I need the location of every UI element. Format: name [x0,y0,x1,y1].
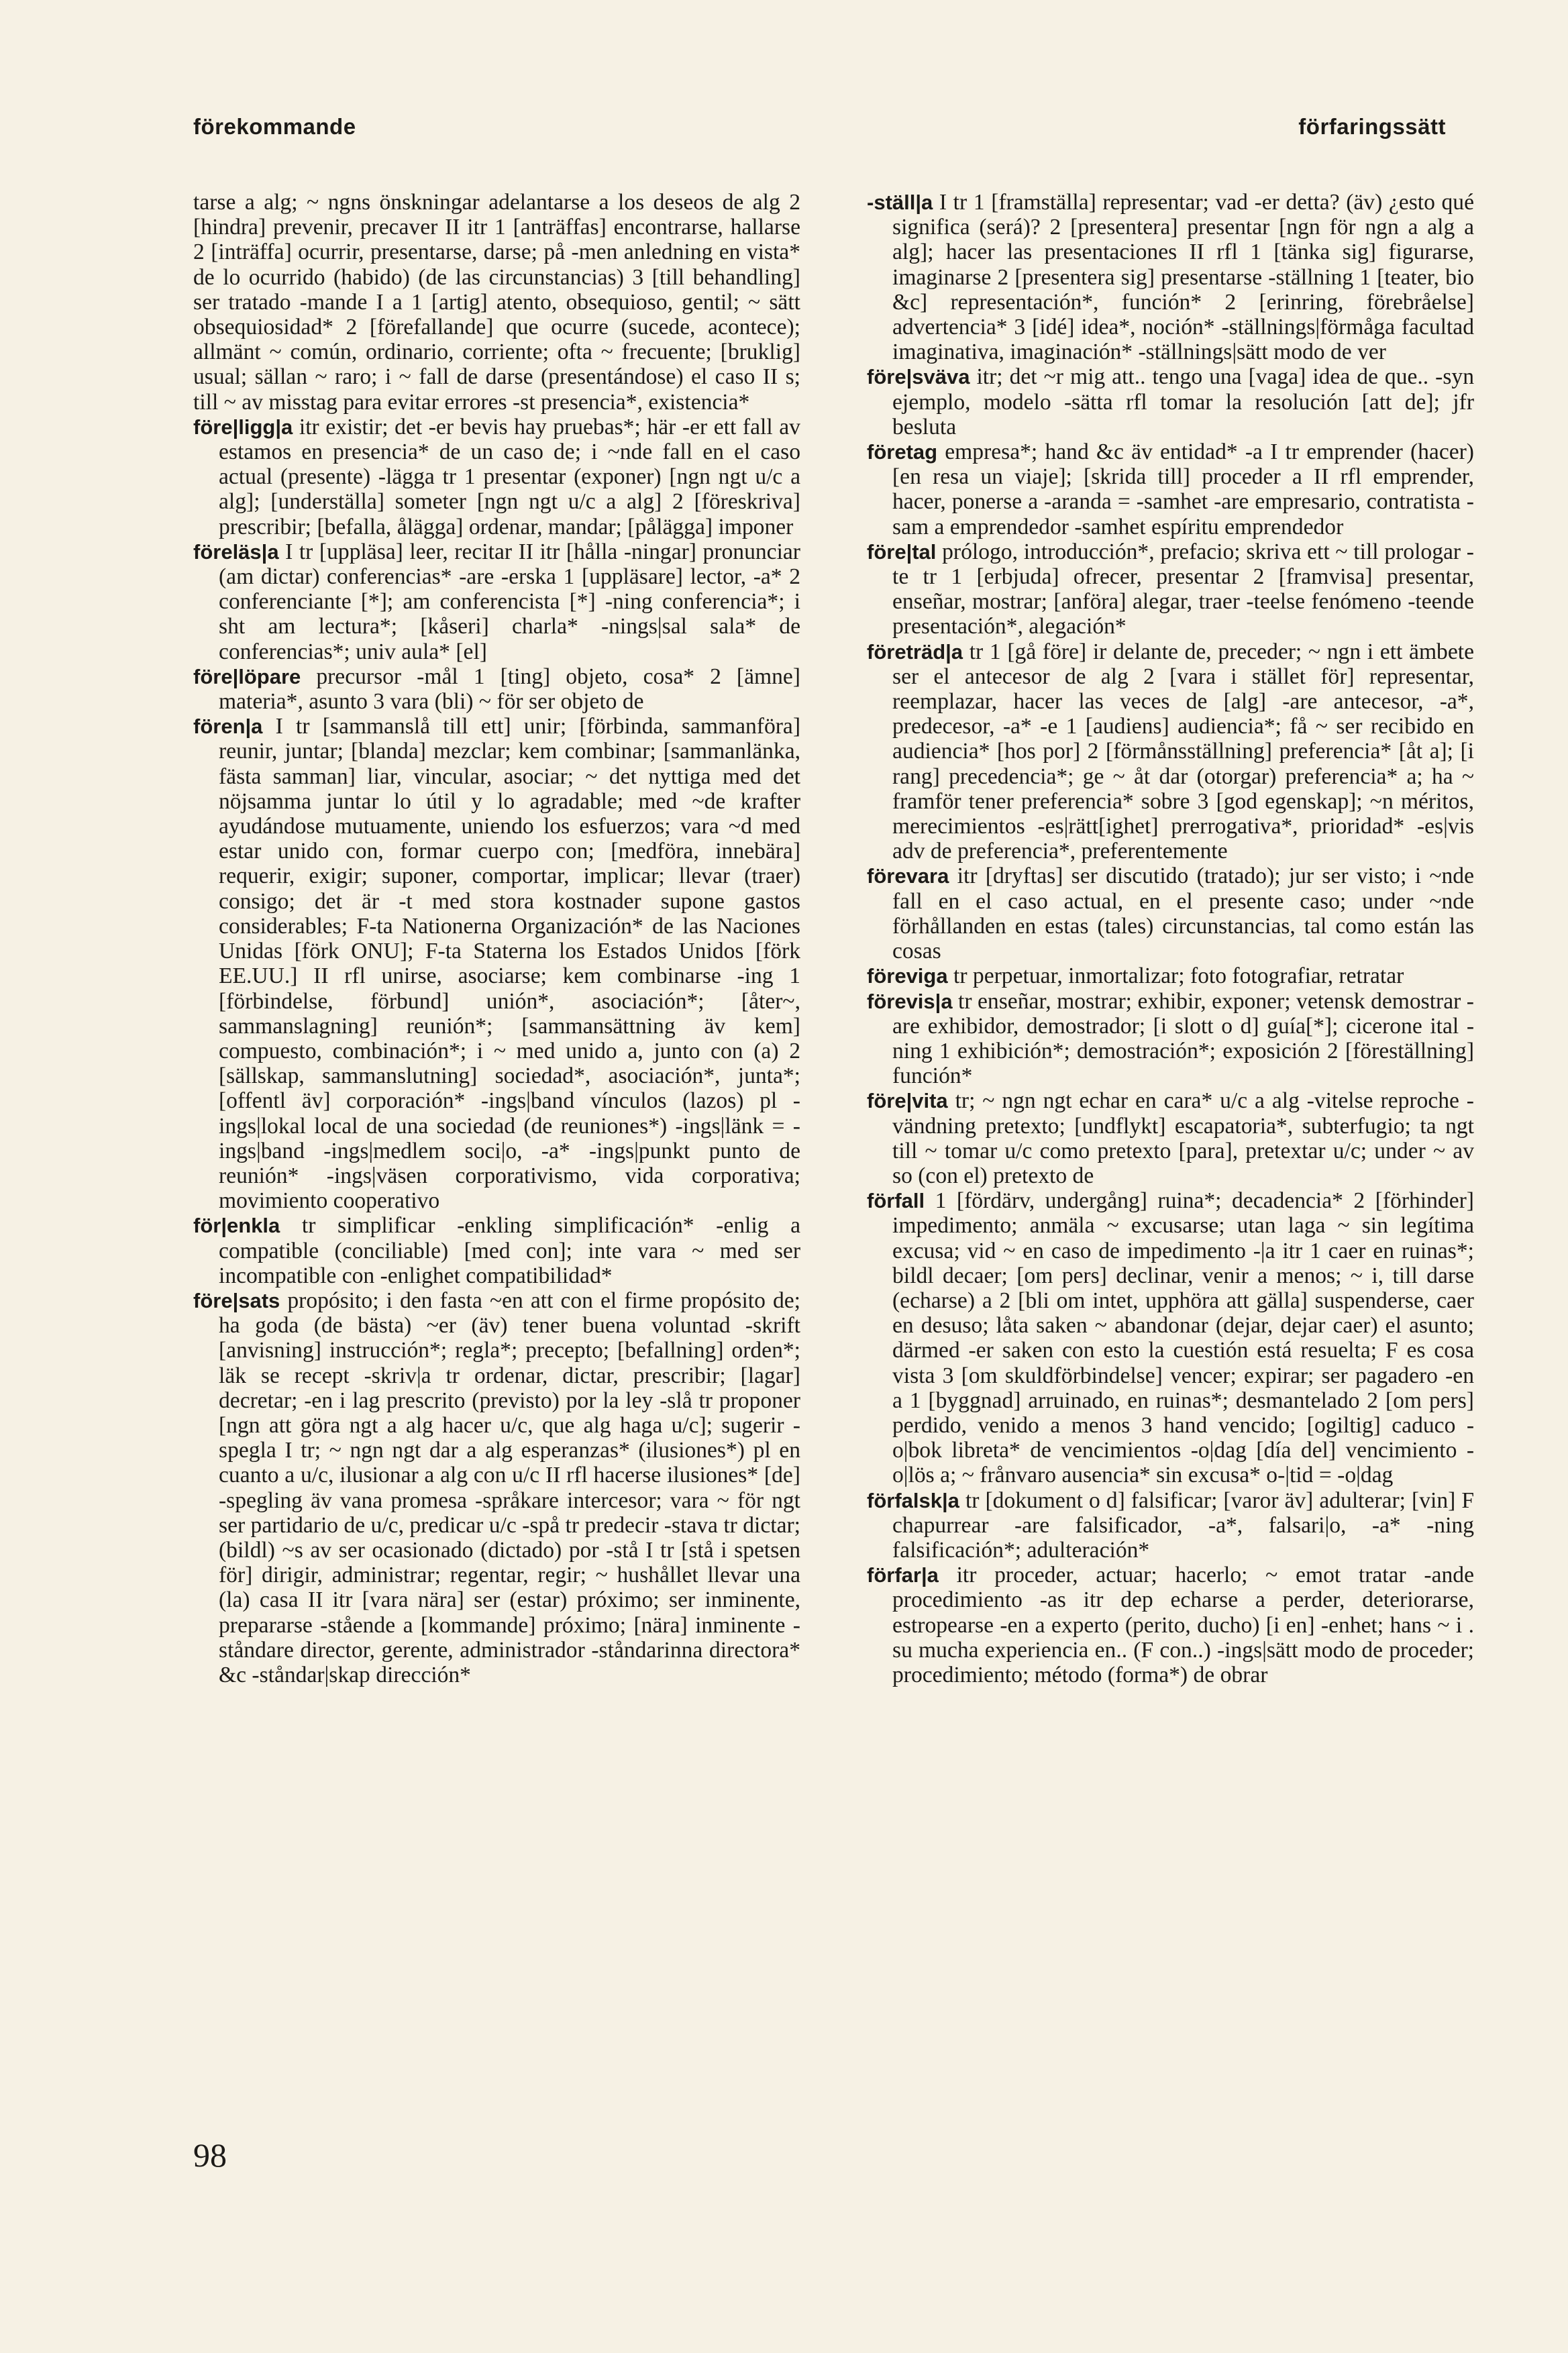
entry-headword: före|sats [193,1288,280,1312]
dictionary-entry [867,639,1474,864]
entry-headword: före|vita [867,1089,948,1113]
entry-headword: före|sväva [867,365,970,389]
entry-definition: itr; det ~r mig att.. tengo una [vaga] idea de que.. -syn ejemplo, modelo -sätta rfl tomar la resolución [att de]; jfr besluta [892,364,1474,439]
entry-headword: förfalsk|a [867,1488,959,1512]
dictionary-entry [867,539,1474,639]
dictionary-entry [193,664,800,714]
entry-definition: prólogo, introducción*, prefacio; skriva ett ~ till prologar -te tr 1 [erbjuda] ofrecer, presentar 2 [framvisa] presentar, enseñar, mostrar; [anföra] alegar, traer -teelse fenómeno -teende presentación*, alegación* [892,539,1474,639]
entry-headword: före|löpare [193,664,301,688]
entry-headword: förevara [867,864,949,888]
entry-definition: itr existir; det -er bevis hay pruebas*; här -er ett fall av estamos en presencia* de un caso de; i ~nde fall en el caso actual (presente) -lägga tr 1 presentar (exponer) [ngn ngt u/c a alg]; [underställa] someter [ngn ngt u/c a alg] 2 [föreskriva] prescribir; [befalla, ålägga] ordenar, mandar; [pålägga] imponer [219,414,800,539]
entry-definition: tr; ~ ngn ngt echar en cara* u/c a alg -vitelse reproche -vändning pretexto; [undflykt] escapatoria*, subterfugio; ta ngt till ~ tomar u/c como pretexto [para], pretextar u/c; under ~ av so (con el) pretexto de [892,1088,1474,1188]
entry-definition: precursor -mål 1 [ting] objeto, cosa* 2 [ämne] materia*, asunto 3 vara (bli) ~ för ser objeto de [219,664,800,715]
entry-headword: förfall [867,1189,925,1213]
entry-definition: propósito; i den fasta ~en att con el firme propósito de; ha goda (de bästa) ~er (äv) tener buena voluntad -skrift [anvisning] instrucción*; regla*; precepto; [befallning] orden*; läk se recept -skriv|a tr ordenar, dictar, prescribir; [lagar] decretar; -en i lag prescrito (previsto) por la ley -slå tr proponer [ngn att göra ngt a alg hacer u/c, que alg haga u/c]; sugerir -spegla I tr; ~ ngn ngt dar a alg esperanzas* (ilusiones*) pl en cuanto a u/c, ilusionar a alg con u/c II rfl hacerse ilusiones* [de] -spegling äv vana promesa -språkare intercesor; vara ~ för ngt ser partidario de u/c, predicar u/c -spå tr predecir -stava tr dictar; (bildl) ~s av ser ocasionado (dictado) por -stå I tr [stå i spetsen för] dirigir, administrar; regentar, regir; ~ hushållet llevar una (la) casa II itr [vara nära] ser (estar) próximo; ser inminente, prepararse -stående a [kommande] próximo; [nära] inminente -ståndare director, gerente, administrador -ståndarinna directora* &c -ståndar|skap dirección* [219,1288,800,1687]
entry-definition: I tr 1 [framställa] representar; vad -er detta? (äv) ¿esto qué significa (será)? 2 [presentera] presentar [ngn för ngn a alg a alg]; hacer las presentaciones II rfl 1 [tänka sig] figurarse, imaginarse 2 [presentera sig] presentarse -ställning 1 [teater, bio &c] representación*, función* 2 [erinring, förebråelse] advertencia* 3 [idé] idea*, noción* -ställnings|förmåga facultad imaginativa, imaginación* -ställnings|sätt modo de ver [892,190,1474,365]
dictionary-entry [867,1563,1474,1687]
dictionary-entry [867,364,1474,439]
dictionary-entry [193,1288,800,1687]
entry-definition: tr enseñar, mostrar; exhibir, exponer; vetensk demostrar -are exhibidor, demostrador; [i slott o d] guía[*]; cicerone ital -ning 1 exhibición*; demostración*; exposición 2 [föreställning] función* [892,988,1474,1089]
dictionary-entry [867,864,1474,963]
dictionary-entry [193,539,800,664]
entry-headword: före|tal [867,539,937,564]
entry-headword: före|ligg|a [193,415,293,439]
entry-definition: tr simplificar -enkling simplificación* -enlig a compatible (conciliable) [med con]; inte vara ~ med ser incompatible con -enlighet compatibilidad* [219,1213,800,1288]
dictionary-entry [193,415,800,539]
left-column [193,190,800,2176]
entry-definition: tr 1 [gå före] ir delante de, preceder; ~ ngn i ett ämbete ser el antecesor de alg 2 [vara i stället för] representar, reemplazar, hacer las veces de [alg] -are antecesor, -a*, predecesor, -a* -e 1 [audiens] audiencia*; få ~ ser recibido en audiencia* [hos por] 2 [förmånsställning] preferencia* [åt a]; [i rang] precedencia*; ge ~ åt dar (otorgar) preferencia* a; ha ~ framför tener preferencia* sobre 3 [god egenskap]; ~n méritos, merecimientos -es|rätt[ighet] prerrogativa*, prioridad* -es|vis adv de preferencia*, preferentemente [892,639,1474,864]
dictionary-entry [867,989,1474,1089]
dictionary-entry [867,439,1474,539]
entry-definition: I tr [uppläsa] leer, recitar II itr [hålla -ningar] pronunciar (am dictar) conferencias* -are -erska 1 [uppläsare] lector, -a* 2 conferenciante [*]; am conferencista [*] -ning conferencia*; i sht am lectura*; [kåseri] charla* -nings|sal sala* de conferencias*; univ aula* [el] [219,539,800,664]
entry-headword: förevis|a [867,989,953,1013]
right-column [867,190,1474,2176]
entry-definition: itr [dryftas] ser discutido (tratado); jur ser visto; i ~nde fall en el caso actual, en el presente caso; under ~nde förhållanden en estas (tales) circunstancias, tal como están las cosas [892,864,1474,964]
entry-definition: tarse a alg; ~ ngns önskningar adelantarse a los deseos de alg 2 [hindra] prevenir, precaver II itr 1 [anträffas] encontrarse, hallarse 2 [inträffa] ocurrir, presentarse, darse; på -men anledning en vista* de lo ocurrido (habido) (de las circunstancias) 3 [till behandling] ser tratado -mande I a 1 [artig] atento, obsequioso, gentil; ~ sätt obsequiosidad* 2 [förefallande] que ocurre (sucede, acontece); allmänt ~ común, ordinario, corriente; ofta ~ frecuente; [bruklig] usual; sällan ~ raro; i ~ fall de darse (presentándose) el caso II s; till ~ av misstag para evitar errores -st presencia*, existencia* [193,190,800,415]
dictionary-entry [867,963,1474,988]
dictionary-entry [867,190,1474,364]
dictionary-entry [193,190,800,415]
entry-headword: föreviga [867,964,948,988]
entry-definition: 1 [fördärv, undergång] ruina*; decadencia* 2 [förhinder] impedimento; anmäla ~ excusarse; utan laga ~ sin legítima excusa; vid ~ en caso de impedimento -|a itr 1 caer en ruinas*; bildl decaer; [om pers] declinar, venir a menos; ~ i, till darse (echarse) a 2 [bli om intet, upphöra att gälla] suspenderse, caer en desuso; låta saken ~ abandonar (dejar, dejar caer) el asunto; därmed -er saken con esto la cuestión está resuelta; F es cosa vista 3 [om skuldförbindelse] vencer; expirar; ser pagadero -en a 1 [byggnad] arruinado, en ruinas*; desmantelado 2 [om pers] perdido, venido a menos 3 hand vencido; [ogiltig] caduco -o|bok libreta* de vencimientos -o|dag [día del] vencimiento -o|lös a; ~ frånvaro ausencia* sin excusa* o-|tid = -o|dag [892,1188,1474,1488]
entry-headword: -ställ|a [867,191,933,214]
page-header [193,114,1446,154]
entry-headword: förfar|a [867,1563,939,1587]
entry-definition: tr [dokument o d] falsificar; [varor äv] adulterar; [vin] F chapurrear -are falsificador, -a*, falsari|o, -a* -ning falsificación*; adulteración* [892,1487,1474,1563]
dictionary-entry [867,1188,1474,1487]
entry-headword: föreläs|a [193,539,279,564]
entry-definition: empresa*; hand &c äv entidad* -a I tr emprender (hacer) [en resa un viaje]; [skrida till] proceder a II rfl emprender, hacer, ponerse a -aranda = -samhet -are empresario, contratista -sam a emprendedor -samhet espíritu emprendedor [892,439,1474,539]
entry-headword: för|enkla [193,1214,280,1238]
entry-definition: I tr [sammanslå till ett] unir; [förbinda, sammanföra] reunir, juntar; [blanda] mezclar; kem combinar; [sammanlänka, fästa samman] liar, vincular, asociar; ~ det nyttiga med det nöjsamma juntar lo útil y lo agradable; med ~de krafter ayudándose mutuamente, uniendo los esfuerzos; vara ~d med estar unido con, formar cuerpo con; [medföra, innebära] requerir, exigir; suponer, comportar, implicar; llevar (traer) consigo; det är -t med stora kostnader supone gastos considerables; F-ta Nationerna Organización* de las Naciones Unidas [förk ONU]; F-ta Staterna los Estados Unidos [förk EE.UU.] II rfl unirse, asociarse; kem combinarse -ing 1 [förbindelse, förbund] unión*, asociación*; [åter~, sammanslagning] reunión*; [sammansättning äv kem] compuesto, combinación*; i ~ med unido a, junto con (a) 2 [sällskap, sammanslutning] sociedad*, asociación*, junta*; [offentl äv] corporación* -ings|band vínculos (lazos) pl -ings|lokal local de una sociedad (de reuniones*) -ings|länk = -ings|band -ings|medlem soci|o, -a* -ings|punkt punto de reunión* -ings|väsen corporativismo, vida corporativa; movimiento cooperativo [219,714,800,1214]
dictionary-entry [867,1488,1474,1563]
guide-word-right: förfaringssätt [1298,114,1446,139]
page-number: 98 [193,2136,227,2174]
entry-headword: företag [867,440,938,464]
entry-definition: tr perpetuar, inmortalizar; foto fotografiar, retratar [953,963,1404,989]
entry-definition: itr proceder, actuar; hacerlo; ~ emot tratar -ande procedimiento -as itr dep echarse a perder, deteriorarse, estropearse -en a experto (perito, ducho) [i en] -enhet; hans ~ i . su mucha experiencia en.. (F con..) -ings|sätt modo de proceder; procedimiento; método (forma*) de obrar [892,1563,1474,1687]
entry-headword: fören|a [193,715,263,739]
entry-headword: företräd|a [867,639,963,664]
dictionary-entry [193,1213,800,1288]
dictionary-entry [193,714,800,1213]
guide-word-left: förekommande [193,114,356,139]
dictionary-entry [867,1088,1474,1188]
